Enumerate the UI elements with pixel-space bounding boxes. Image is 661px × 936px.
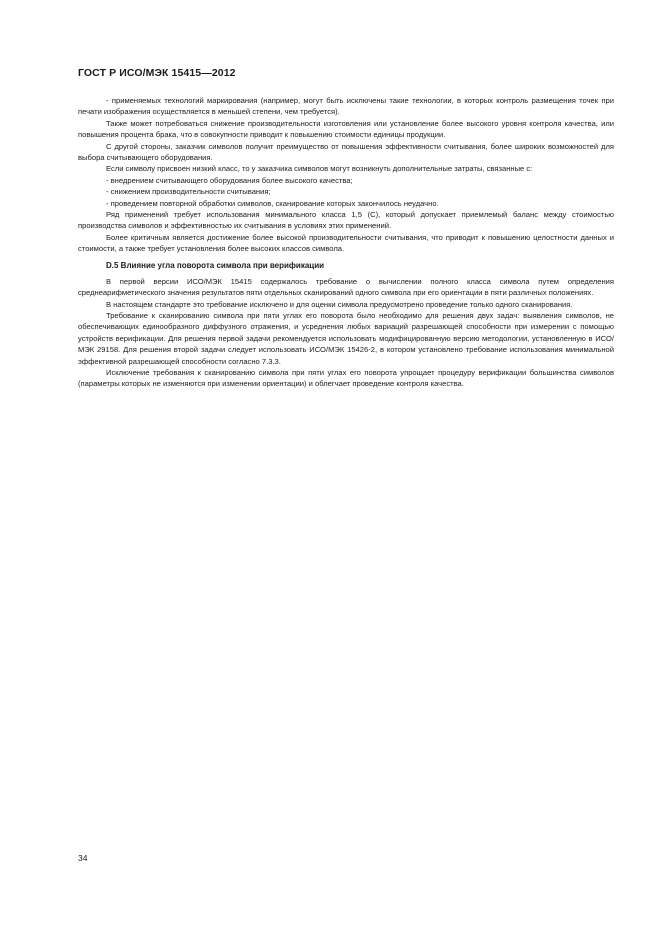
section-heading: D.5 Влияние угла поворота символа при верификации (106, 260, 325, 270)
paragraph: Если символу присвоен низкий класс, то у заказчика символов могут возникнуть дополнительные затраты, связанные с: (106, 164, 533, 174)
paragraph: С другой стороны, заказчик символов получит преимущество от повышения эффективности считывания, более широких возможностей для выбора считывающего оборудования. (78, 141, 614, 163)
paragraph: В настоящем стандарте это требование исключено и для оценки символа предусмотрено проведение только одного сканирования. (106, 299, 573, 309)
document-header: ГОСТ Р ИСО/МЭК 15415—2012 (78, 67, 236, 79)
list-item: - внедрением считывающего оборудования более высокого качества; (106, 175, 353, 185)
paragraph: Требование к сканированию символа при пяти углах его поворота было необходимо для решения двух задач: выявления символов, не обеспечивающих единообразного диффузного отражения, и усреднения любых вариаций разрешающей способности при измерении с помощью устройств верификации. Для решения первой задачи рекомендуется использовать модифицированную версию методологии, установленную в ИСО/МЭК 29158. Для решения второй задачи следует использовать ИСО/МЭК 15426-2, в котором установлено требование использования минимальной эффективной разрешающей способности согласно 7.3.3. (78, 310, 614, 366)
paragraph: Также может потребоваться снижение производительности изготовления или установление более высокого уровня контроля качества, или повышения процента брака, что в совокупности приводит к повышению стоимости единицы продукции. (78, 118, 614, 140)
list-item: - проведением повторной обработки символов, сканирование которых закончилось неудачно. (106, 198, 439, 208)
list-item-continued: - применяемых технологий маркирования (например, могут быть исключены такие технологии, в которых контроль размещения точек при печати изображения осуществляется в меньшей степени, чем требуется). (78, 96, 614, 117)
paragraph: Исключение требования к сканированию символа при пяти углах его поворота упрощает процедуру верификации большинства символов (параметры которых не изменяются при изменении ориентации) и облегчает проведение контроля качества. (78, 367, 614, 389)
document-body (78, 95, 614, 390)
paragraph: Ряд применений требует использования минимального класса 1,5 (C), который допускает приемлемый баланс между стоимостью производства символов и эффективностью их считывания в условиях этих применений. (78, 210, 614, 231)
paragraph: В первой версии ИСО/МЭК 15415 содержалось требование о вычислении полного класса символа путем определения среднеарифметического значения результатов пяти отдельных сканирований одного символа при его ориентации в пяти различных положениях. (78, 276, 614, 298)
list-item: - снижением производительности считывания; (106, 187, 271, 197)
paragraph: Более критичным является достижение более высокой производительности считывания, что приводит к повышению целостности данных и стоимости, а также требует установления более высоких классов символа. (78, 232, 614, 254)
page-number: 34 (78, 853, 88, 863)
